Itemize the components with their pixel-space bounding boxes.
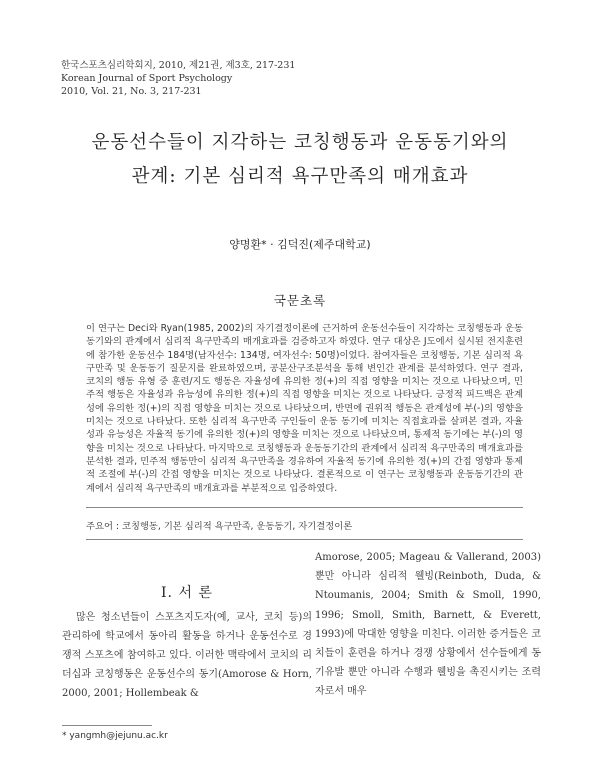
journal-info [61,59,295,98]
body-left-column: 많은 청소년들이 스포츠지도자(예, 교사, 코치 등)의 관리하에 학교에서 동아리 활동을 하거나 운동선수로 경쟁적 스포츠에 참여하고 있다. 이러한 맥락에서 코치의 리더십과 코칭행동은 운동선수의 동기(Amorose & Horn, 2000, 2001; Hollembeak & [62,612,312,699]
section-heading: I. 서 론 [161,585,213,601]
journal-volume: 2010, Vol. 21, No. 3, 217-231 [61,86,202,97]
footnote-rule [62,725,152,726]
footnote-email: * yangmh@jejunu.ac.kr [62,731,168,741]
paper-title-line2: 관계: 기본 심리적 욕구만족의 매개효과 [131,166,469,187]
journal-english: Korean Journal of Sport Psychology [61,73,233,84]
keywords: 주요어 : 코칭행동, 기본 심리적 욕구만족, 운동동기, 자기결정이론 [86,521,353,532]
paper-title-line1: 운동선수들이 지각하는 코칭행동과 운동동기와의 [91,132,509,153]
keywords-top-rule [86,507,523,508]
abstract-text: 이 연구는 Deci와 Ryan(1985, 2002)의 자기결정이론에 근거하여 운동선수들이 지각하는 코칭행동과 운동동기와의 관계에서 심리적 욕구만족의 매개효과를 검증하고자 하였다. 연구 대상은 J도에서 실시된 전지훈련에 참가한 운동선수 184명(남자선수: 134명, 여자선수: 50명)이었다. 참여자들은 코칭행동, 기본 심리적 욕구만족 및 운동동기 질문지를 완료하였으며, 공분산구조분석을 통해 변인간 관계를 분석하였다. 연구 결과, 코치의 행동 유형 중 훈련/지도 행동은 자율성에 유의한 정(+)의 직접 영향을 미치는 것으로 나타났으며, 민주적 행동은 자율성과 유능성에 유의한 정(+)의 직접 영향을 미치는 것으로 나타났다. 긍정적 피드백은 관계성에 유의한 정(+)의 직접 영향을 미치는 것으로 나타났으며, 반면에 권위적 행동은 관계성에 부(-)의 영향을 미치는 것으로 나타났다. 또한 심리적 욕구만족 구인들이 운동 동기에 미치는 직접효과를 살펴본 결과, 자율성과 유능성은 자율적 동기에 유의한 정(+)의 영향을 미치는 것으로 나타났으며, 통제적 동기에는 부(-)의 영향을 미치는 것으로 나타났다. 마지막으로 코칭행동과 운동동기간의 관계에서 심리적 욕구만족의 매개효과를 분석한 결과, 민주적 행동만이 심리적 욕구만족을 경유하여 자율적 동기에 유의한 정(+)의 간접 영향과 통제적 조절에 부(-)의 간접 영향을 미치는 것으로 나타났다. 결론적으로 이 연구는 코칭행동과 운동동기간의 관계에서 심리적 욕구만족의 매개효과를 부분적으로 입증하였다. [86,323,523,494]
abstract-heading: 국문초록 [273,293,327,308]
body-right-column: Amorose, 2005; Mageau & Vallerand, 2003) 뿐만 아니라 심리적 웰빙(Reinboth, Duda, & Ntoumanis, 2004; Smith & Smoll, 1990, 1996; Smoll, Smith, Barnett, & Everett, 1993)에 막대한 영향을 미친다. 이러한 증거들은 코치들이 훈련을 하거나 경쟁 상황에서 선수들에게 동기유발 뿐만 아니라 수행과 웰빙을 촉진시키는 조력자로서 매우 [315,552,541,698]
journal-korean: 한국스포츠심리학회지, 2010, 제21권, 제3호, 217-231 [61,60,296,71]
authors: 양명환* · 김덕진(제주대학교) [229,238,371,251]
keywords-bottom-rule [86,539,523,540]
